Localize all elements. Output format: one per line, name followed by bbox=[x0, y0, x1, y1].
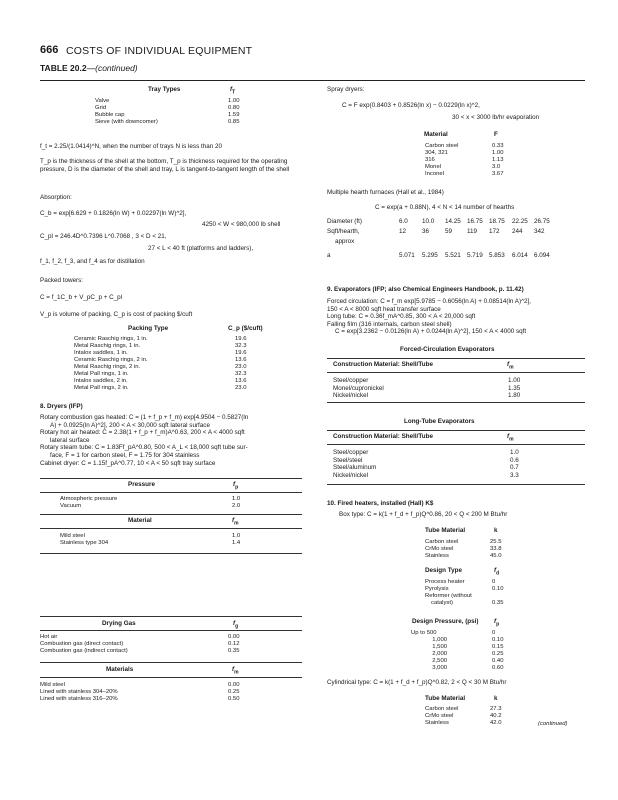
cell: 1.13 bbox=[492, 157, 504, 163]
material-header: Material bbox=[128, 517, 152, 524]
dp-header-fp: $f_p$ bbox=[494, 618, 500, 628]
cell: 0 bbox=[492, 630, 496, 636]
table-row: Metal Raschig rings, 2 in. bbox=[74, 364, 141, 370]
material-values bbox=[232, 533, 240, 547]
cyl-equation: Cylindrical type: C = k(1 + f_d + f_p)Q^0.82, 2 < Q < 30 M Btu/hr bbox=[327, 679, 507, 686]
table-row: Nickel/nickel bbox=[333, 392, 368, 400]
cell: 18.75 bbox=[489, 218, 505, 225]
cell: 5.719 bbox=[467, 252, 483, 259]
cell: 59 bbox=[445, 228, 453, 235]
cell: 0.10 bbox=[492, 637, 504, 643]
design-header: Design Type bbox=[425, 567, 462, 574]
cell: 33.8 bbox=[490, 546, 502, 552]
table-row: Inconel bbox=[425, 171, 444, 177]
mat2-header: Materials bbox=[106, 666, 134, 673]
box-equation: Box type: C = k(1 + f_d + f_p)Q^0.86, 20 < Q < 200 M Btu/hr bbox=[339, 511, 508, 518]
tray-table bbox=[95, 98, 158, 126]
tube2-header-k: k bbox=[494, 695, 498, 702]
spray-header-f: F bbox=[494, 131, 498, 138]
cell: 172 bbox=[489, 228, 500, 235]
gas-values bbox=[228, 634, 239, 655]
hearth-label: Multiple hearth furnaces (Hall et al., 1984) bbox=[327, 189, 444, 196]
text-line: lateral surface bbox=[50, 436, 90, 444]
cell: 0.10 bbox=[492, 586, 504, 592]
pressure-values bbox=[232, 496, 240, 510]
table-row: Lined with stainless 316–20% bbox=[40, 696, 118, 702]
material-header-fm: $f_m$ bbox=[232, 517, 239, 527]
tube2-header: Tube Material bbox=[425, 695, 466, 702]
cell: 6.014 bbox=[512, 252, 528, 259]
design-table bbox=[425, 579, 472, 607]
mat2-values bbox=[228, 682, 239, 703]
cell: 40.2 bbox=[490, 713, 502, 719]
tube2-values bbox=[490, 706, 501, 727]
text-line: Rotary hot air heated: C = 2.38(1 + f_p + f_m)A^0.63, 200 < A < 4000 sqft bbox=[40, 429, 245, 437]
cell: 45.0 bbox=[490, 553, 502, 559]
continued-note: (continued) bbox=[538, 721, 568, 727]
lt-header: Construction Material: Shell/Tube bbox=[333, 433, 433, 440]
packing-header: Packing Type bbox=[128, 325, 169, 332]
table-row: Hot air bbox=[40, 634, 58, 640]
table-row: 2,500 bbox=[432, 658, 447, 664]
cell: 0.15 bbox=[492, 644, 504, 650]
rule bbox=[40, 677, 302, 678]
vp-note: V_p is volume of packing, C_p is cost of packing $/cuft bbox=[40, 311, 193, 318]
evap-title: 9. Evaporators (IFP; also Chemical Engineers Handbook, p. 11.42) bbox=[327, 286, 524, 293]
cell: 119 bbox=[467, 228, 478, 235]
cell: 0.80 bbox=[228, 105, 240, 111]
packed-label: Packed towers: bbox=[40, 277, 84, 284]
page-number: 666 bbox=[40, 44, 59, 56]
text-line: 150 < A < 8000 sqft heat transfer surface bbox=[327, 305, 441, 313]
cell: 1.35 bbox=[508, 384, 521, 392]
table-row: Pyrolysis bbox=[425, 586, 449, 592]
table-row: catalyst) bbox=[431, 600, 453, 606]
cell: 0.85 bbox=[228, 119, 240, 125]
heaters-title: 10. Fired heaters, installed (Hall) K$ bbox=[327, 500, 434, 507]
table-row: CrMo steel bbox=[425, 546, 454, 552]
table-row: Steel/steel bbox=[333, 456, 363, 464]
table-row: Metal Pall rings, 1 in. bbox=[74, 371, 129, 377]
row-label: approx bbox=[335, 238, 355, 245]
cell: 1.00 bbox=[228, 98, 240, 104]
dryers-text bbox=[40, 414, 248, 467]
cell: 13.6 bbox=[235, 378, 247, 384]
fc-table bbox=[333, 377, 384, 400]
table-row: Stainless bbox=[425, 553, 449, 559]
table-row: Combustion gas (direct contact) bbox=[40, 641, 124, 647]
rule bbox=[40, 630, 302, 631]
rule bbox=[40, 616, 302, 617]
cell: 1.80 bbox=[508, 392, 521, 400]
cell: 244 bbox=[512, 228, 523, 235]
table-row: Atmospheric pressure bbox=[60, 496, 118, 502]
gas-header-fg: $f_g$ bbox=[233, 620, 239, 630]
cell: 3.67 bbox=[492, 171, 504, 177]
cell: 32.3 bbox=[235, 343, 247, 349]
table-row: Intalox saddles, 1 in. bbox=[74, 350, 128, 356]
rule bbox=[40, 492, 302, 493]
lt-header-fm: $f_m$ bbox=[507, 433, 514, 443]
dp-header: Design Pressure, (psi) bbox=[412, 618, 479, 625]
cell: 6.0 bbox=[399, 218, 408, 225]
rule bbox=[327, 372, 585, 373]
table-row: Steel/aluminum bbox=[333, 464, 377, 472]
packing-table bbox=[74, 336, 148, 392]
tube-values bbox=[490, 539, 501, 560]
cell: 42.0 bbox=[490, 720, 502, 726]
cell: 2.0 bbox=[232, 503, 241, 509]
text-line: Rotary steam tube: C = 1.83Ff_pA^0.80, 500 < A_L < 18,000 sqft tube sur- bbox=[40, 444, 248, 452]
cell: 0.6 bbox=[510, 456, 519, 464]
cell: 0.12 bbox=[228, 641, 240, 647]
table-row: Stainless bbox=[425, 720, 449, 726]
cell: 14.25 bbox=[445, 218, 461, 225]
cell: 0.35 bbox=[228, 648, 240, 654]
tube-header: Tube Material bbox=[425, 527, 466, 534]
table-row: Steel/copper bbox=[333, 377, 369, 384]
text-line: face, F = 1 for carbon steel, F = 1.75 for 304 stainless bbox=[50, 451, 200, 459]
cell: 0.7 bbox=[510, 464, 519, 472]
dp-table bbox=[411, 630, 447, 672]
rule bbox=[40, 662, 302, 663]
cell: 0.35 bbox=[492, 600, 504, 606]
table-row: 3,000 bbox=[432, 665, 447, 671]
cell: 5.853 bbox=[489, 252, 505, 259]
dryers-title: 8. Dryers (IFP) bbox=[40, 403, 83, 410]
row-label: Sqft/hearth, bbox=[327, 228, 360, 235]
text-line: A) + 0.0925(ln A)^2], 200 < A < 30,000 sqft lateral surface bbox=[50, 421, 210, 429]
table-row: Carbon steel bbox=[425, 539, 459, 545]
ft-note: f_t = 2.25/(1.0414)^N, when the number of trays N is less than 20 bbox=[40, 143, 222, 150]
lt-table bbox=[333, 449, 376, 479]
cell: 1.4 bbox=[232, 540, 241, 546]
spray-values bbox=[492, 143, 503, 178]
text-line: Falling film (316 internals, carbon steel shell) bbox=[327, 320, 452, 328]
cell: 26.75 bbox=[534, 218, 550, 225]
tube2-table bbox=[425, 706, 458, 727]
spray-equation: C = F exp(0.8403 + 0.8526(ln x) − 0.0229(ln x)^2, bbox=[342, 102, 480, 109]
cpl-range: 27 < L < 40 ft (platforms and ladders), bbox=[148, 245, 254, 252]
table-row: Ceramic Raschig rings, 2 in. bbox=[74, 357, 148, 363]
table-row: Metal Raschig rings, 1 in. bbox=[74, 343, 141, 349]
cb-equation: C_b = exp[6.629 + 0.1826(ln W) + 0.02297(ln W)^2], bbox=[40, 210, 187, 217]
lt-values bbox=[510, 449, 519, 479]
pressure-header-fp: $f_p$ bbox=[233, 481, 239, 491]
rule bbox=[327, 402, 585, 403]
material-table bbox=[60, 533, 108, 547]
cb-range: 4250 < W < 980,000 lb shell bbox=[202, 221, 281, 228]
table-row: Combustion gas (indirect contact) bbox=[40, 648, 128, 654]
fc-header-fm: $f_m$ bbox=[507, 361, 514, 371]
table-row: Stainless type 304 bbox=[60, 540, 109, 546]
packing-header-cp: C_p ($/cuft) bbox=[228, 325, 263, 332]
rule bbox=[327, 358, 585, 359]
cell bbox=[492, 593, 503, 600]
pressure-header: Pressure bbox=[128, 481, 155, 488]
table-row: Monel bbox=[425, 164, 442, 170]
cell: 6.094 bbox=[534, 252, 550, 259]
table-row: Carbon steel bbox=[425, 706, 459, 712]
table-row: 1,500 bbox=[432, 644, 447, 650]
table-row: Up to 500 bbox=[411, 630, 437, 636]
tp-note: T_p is the thickness of the shell at the bottom, T_p is thickness required for the operating pressure, D is the diameter of the shell and tray, L is tangent-to-tangent length of the shell bbox=[40, 158, 290, 173]
table-row: 1,000 bbox=[432, 637, 447, 643]
table-row: Metal Pall rings, 2 in. bbox=[74, 385, 129, 391]
spray-label: Spray dryers: bbox=[327, 86, 365, 93]
cell: 32.3 bbox=[235, 371, 247, 377]
fc-title: Forced-Circulation Evaporators bbox=[400, 346, 495, 353]
fc-values bbox=[508, 377, 520, 400]
text-line: Rotary combustion gas heated: C = (1 + f_p + f_m) exp[4.9504 − 0.5827(ln bbox=[40, 414, 249, 421]
cell: 19.6 bbox=[235, 350, 247, 356]
cell: 23.0 bbox=[235, 364, 247, 370]
spray-range: 30 < x < 3000 lb/hr evaporation bbox=[452, 114, 540, 121]
row-label: Diameter (ft) bbox=[327, 218, 362, 225]
rule bbox=[327, 484, 585, 485]
cell: 0.25 bbox=[228, 689, 240, 695]
rule bbox=[40, 528, 302, 529]
packing-values bbox=[235, 336, 246, 392]
design-values bbox=[492, 579, 503, 607]
table-row: CrMo steel bbox=[425, 713, 454, 719]
cell: 1.59 bbox=[228, 112, 240, 118]
cell: 16.75 bbox=[467, 218, 483, 225]
cell: 0.60 bbox=[492, 665, 504, 671]
table-row: Bubble cap bbox=[95, 112, 125, 118]
cell: 23.0 bbox=[235, 385, 247, 391]
gas-table bbox=[40, 634, 128, 655]
text-line: Cabinet dryer: C = 1.15f_pA^0.77, 10 < A < 50 sqft tray surface bbox=[40, 459, 216, 467]
table-row: Grid bbox=[95, 105, 107, 111]
cell: 1.0 bbox=[510, 449, 519, 456]
cell: 1.0 bbox=[232, 496, 241, 502]
cell: 27.3 bbox=[490, 706, 502, 712]
design-header-fd: $f_d$ bbox=[494, 567, 500, 577]
spray-table bbox=[425, 143, 458, 178]
text-line: Long tube: C = 0.36f_mA^0.85, 300 < A < 20,000 sqft bbox=[327, 313, 476, 321]
packed-equation: C = f_1C_b + V_pC_p + C_pl bbox=[40, 294, 123, 301]
rule bbox=[40, 514, 302, 515]
rule bbox=[327, 430, 585, 431]
cell: 12 bbox=[399, 228, 407, 235]
cell: 0.25 bbox=[492, 651, 504, 657]
cell: 25.5 bbox=[490, 539, 502, 545]
header-rule bbox=[40, 80, 585, 81]
cell: 3.0 bbox=[492, 164, 501, 170]
chapter-title: COSTS OF INDIVIDUAL EQUIPMENT bbox=[66, 45, 253, 57]
row-label: a bbox=[327, 252, 331, 259]
cell: 0.00 bbox=[228, 634, 240, 640]
mat2-header-fm: $f_m$ bbox=[232, 666, 239, 676]
table-row: Steel/copper bbox=[333, 449, 369, 456]
table-row: 2,000 bbox=[432, 651, 447, 657]
tube-table bbox=[425, 539, 458, 560]
spray-header: Material bbox=[424, 131, 448, 138]
cell: 0 bbox=[492, 579, 496, 585]
dp-values bbox=[492, 630, 503, 672]
cell: 19.6 bbox=[235, 336, 247, 342]
rule bbox=[40, 553, 302, 554]
cell: 13.6 bbox=[235, 357, 247, 363]
tray-header-ft: $f_T$ bbox=[230, 86, 236, 96]
table-row: Carbon steel bbox=[425, 143, 459, 149]
cell: 5.071 bbox=[399, 252, 415, 259]
text-line: Forced circulation: C = f_m exp[5.9785 − 0.6056(ln A) + 0.08514(ln A)^2], bbox=[327, 298, 532, 305]
hearth-equation: C = exp(a + 0.88N), 4 < N < 14 number of hearths bbox=[375, 204, 515, 211]
fc-header: Construction Material: Shell/Tube bbox=[333, 361, 433, 368]
table-row: Mild steel bbox=[60, 533, 85, 539]
table-row: Nickel/nickel bbox=[333, 471, 368, 479]
table-row: 316 bbox=[425, 157, 435, 163]
cell: 0.00 bbox=[228, 682, 240, 688]
lt-title: Long-Tube Evaporators bbox=[404, 418, 475, 425]
table-row: Reformer (without bbox=[425, 593, 472, 599]
table-row: Lined with stainless 304–20% bbox=[40, 689, 118, 695]
f-note: f_1, f_2, f_3, and f_4 as for distillation bbox=[40, 258, 145, 265]
cell: 1.00 bbox=[508, 377, 521, 384]
table-row: 304, 321 bbox=[425, 150, 448, 156]
gas-header: Drying Gas bbox=[102, 620, 136, 627]
cell: 5.521 bbox=[445, 252, 461, 259]
table-row: Monel/cupronickel bbox=[333, 384, 384, 392]
cell: 0.40 bbox=[492, 658, 504, 664]
cpl-equation: C_pl = 246.4D^0.7396 L^0.7068 , 3 < D < 21, bbox=[40, 233, 167, 240]
cell: 1.00 bbox=[492, 150, 504, 156]
table-row: Intalox saddles, 2 in. bbox=[74, 378, 128, 384]
cell: 0.33 bbox=[492, 143, 504, 149]
cell: 0.50 bbox=[228, 696, 240, 702]
mat2-table bbox=[40, 682, 118, 703]
cell: 1.0 bbox=[232, 533, 241, 539]
cell: 10.0 bbox=[422, 218, 435, 225]
text-line: C = exp[3.2362 − 0.0126(ln A) + 0.0244(ln A)^2], 150 < A < 4000 sqft bbox=[335, 328, 527, 336]
cell: 3.3 bbox=[510, 471, 519, 479]
cell: 342 bbox=[534, 228, 545, 235]
table-row: Mild steel bbox=[40, 682, 65, 688]
absorption-label: Absorption: bbox=[40, 194, 72, 201]
tray-values bbox=[228, 98, 239, 126]
evap-text bbox=[327, 298, 531, 336]
table-row: Sieve (with downcomer) bbox=[95, 119, 158, 125]
tray-header: Tray Types bbox=[148, 86, 181, 93]
table-row: Vacuum bbox=[60, 503, 82, 509]
table-row: Ceramic Raschig rings, 1 in. bbox=[74, 336, 148, 342]
cell: 36 bbox=[422, 228, 430, 235]
rule bbox=[327, 444, 585, 445]
table-row: Valve bbox=[95, 98, 110, 104]
cell: 5.295 bbox=[422, 252, 438, 259]
table-title: TABLE 20.2—(continued) bbox=[40, 63, 138, 73]
rule bbox=[40, 478, 302, 479]
cell: 22.25 bbox=[512, 218, 528, 225]
pressure-table bbox=[60, 496, 117, 510]
table-row: Process heater bbox=[425, 579, 465, 585]
tube-header-k: k bbox=[494, 527, 498, 534]
